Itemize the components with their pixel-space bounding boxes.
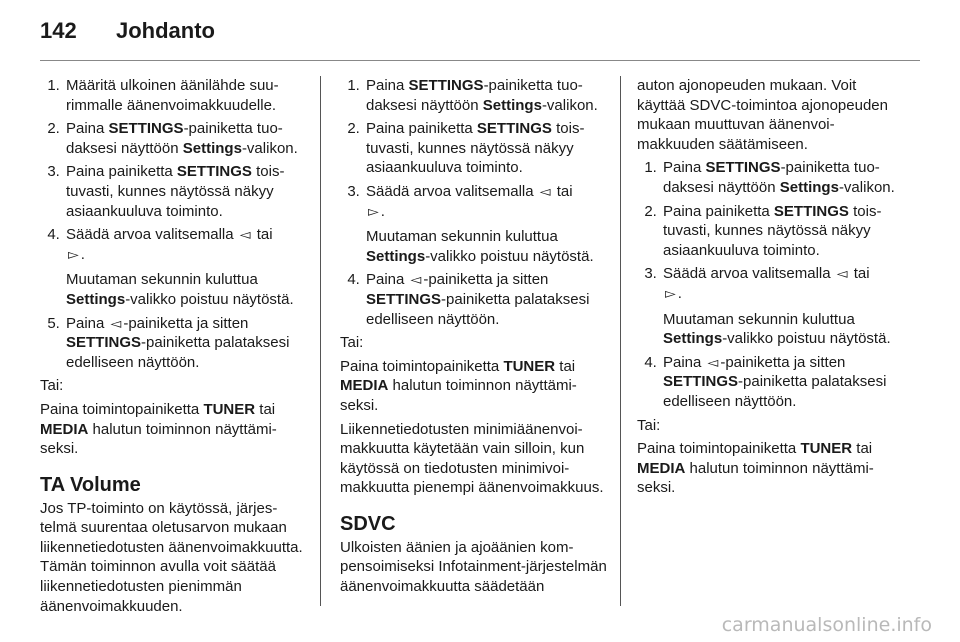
- section-text: Ulkoisten äänien ja ajoäänien kompensoimiseksi Infotainment-järjestelmän äänenvoimakkuutta säädetään: [340, 538, 607, 596]
- header-rule: [40, 60, 920, 61]
- left-arrow-icon: ◅: [836, 265, 848, 282]
- list-item: 3. Paina painiketta SETTINGS toistuvasti, kunnes näytössä näkyy asiaankuuluva toiminto.: [64, 162, 308, 221]
- paragraph: auton ajonopeuden mukaan. Voit käyttää SDVC-toimintoa ajonopeuden mukaan muuttuvan äänenvoimakkuuden säätämiseen.: [637, 77, 888, 153]
- step-note: Muutaman sekunnin kuluttua Settings-valikko poistuu näytöstä.: [366, 228, 594, 265]
- paragraph: Liikennetiedotusten minimiäänenvoimakkuutta käytetään vain silloin, kun käytössä on tiedotusten minimivoimakkuutta pienempi äänenvoimakkuus.: [340, 420, 604, 497]
- page-number: 142: [40, 18, 77, 43]
- steps-list: [40, 76, 308, 372]
- right-arrow-icon: ▻: [368, 202, 379, 219]
- page-title: Johdanto: [116, 18, 215, 43]
- list-item: 4. Paina ◅ -painiketta ja sitten SETTINGS-painiketta palataksesi edelliseen näyttöön.: [661, 353, 905, 412]
- list-item: 2. Paina SETTINGS-painiketta tuodaksesi näyttöön Settings-valikon.: [64, 119, 308, 158]
- section-text: Jos TP-toiminto on käytössä, järjestelmä suurentaa oletusarvon mukaan liikennetiedotusten äänenvoimakkuutta. Tämän toiminnon avulla voit säätää liikennetiedotusten pienimmän äänenvoimakkuuden.: [40, 499, 303, 615]
- alt-instruction: Paina toimintopainiketta TUNER tai MEDIA halutun toiminnon näyttämiseksi.: [40, 400, 277, 458]
- list-item: 1. Paina SETTINGS-painiketta tuodaksesi näyttöön Settings-valikon.: [661, 158, 905, 197]
- or-label: Tai:: [40, 377, 64, 395]
- list-item: 1. Paina SETTINGS-painiketta tuodaksesi näyttöön Settings-valikon.: [364, 76, 608, 115]
- column-2: [340, 76, 608, 601]
- steps-list: [340, 76, 608, 329]
- list-item: 2. Paina painiketta SETTINGS toistuvasti, kunnes näytössä näkyy asiaankuuluva toiminto.: [364, 119, 608, 178]
- page-header: [40, 18, 920, 48]
- step-note: Muutaman sekunnin kuluttua Settings-valikko poistuu näytöstä.: [663, 310, 891, 348]
- steps-list: [637, 158, 905, 411]
- left-arrow-icon: ◅: [239, 226, 251, 243]
- left-arrow-icon: ◅: [410, 271, 422, 288]
- list-item: 4. Säädä arvoa valitsemalla ◅ tai ▻ . Muutaman sekunnin kuluttua Settings-valikko poistuu näytöstä.: [64, 225, 308, 309]
- section-title-ta-volume: TA Volume: [40, 473, 141, 496]
- left-arrow-icon: ◅: [707, 353, 719, 370]
- column-1: [40, 76, 308, 620]
- left-arrow-icon: ◅: [110, 314, 122, 331]
- left-arrow-icon: ◅: [539, 182, 551, 199]
- list-item: 2. Paina painiketta SETTINGS toistuvasti, kunnes näytössä näkyy asiaankuuluva toiminto.: [661, 202, 905, 261]
- alt-instruction: Paina toimintopainiketta TUNER tai MEDIA halutun toiminnon näyttämiseksi.: [340, 357, 577, 414]
- alt-instruction: Paina toimintopainiketta TUNER tai MEDIA halutun toiminnon näyttämiseksi.: [637, 440, 874, 497]
- step-note: Muutaman sekunnin kuluttua Settings-valikko poistuu näytöstä.: [66, 271, 294, 308]
- right-arrow-icon: ▻: [68, 245, 79, 262]
- column-3: [637, 76, 905, 502]
- right-arrow-icon: ▻: [665, 284, 676, 301]
- list-item: 3. Säädä arvoa valitsemalla ◅ tai ▻ . Muutaman sekunnin kuluttua Settings-valikko poistuu näytöstä.: [364, 182, 608, 266]
- list-item: 3. Säädä arvoa valitsemalla ◅ tai ▻ . Muutaman sekunnin kuluttua Settings-valikko poistuu näytöstä.: [661, 264, 905, 348]
- or-label: Tai:: [340, 334, 364, 352]
- watermark: carmanualsonline.info: [721, 614, 932, 636]
- column-divider: [620, 76, 621, 606]
- list-item: 1. Määritä ulkoinen äänilähde suurimmalle äänenvoimakkuudelle.: [64, 76, 308, 115]
- list-item: 5. Paina ◅ -painiketta ja sitten SETTINGS-painiketta palataksesi edelliseen näyttöön.: [64, 314, 308, 373]
- or-label: Tai:: [637, 416, 661, 434]
- column-divider: [320, 76, 321, 606]
- section-title-sdvc: SDVC: [340, 512, 396, 535]
- list-item: 4. Paina ◅ -painiketta ja sitten SETTINGS-painiketta palataksesi edelliseen näyttöön.: [364, 270, 608, 329]
